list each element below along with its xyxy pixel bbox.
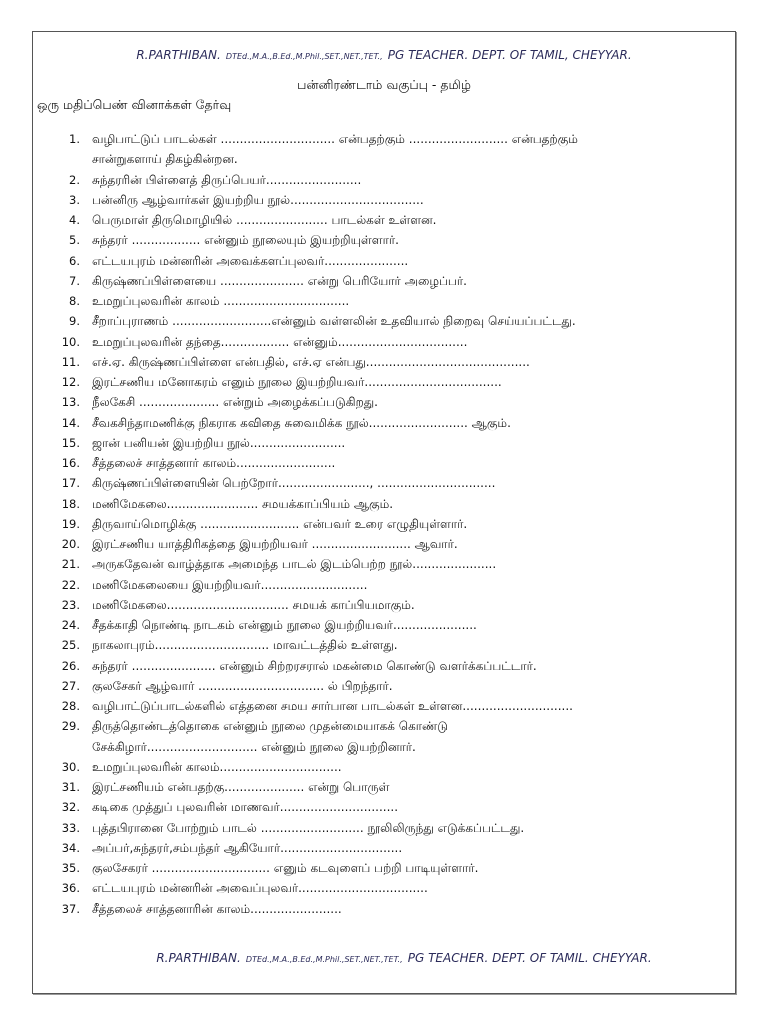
question-number: 10. [61,334,80,349]
question-line: மணிமேகலையை இயற்றியவர்............................ [92,577,368,592]
question-number: 8. [69,294,80,308]
question-line: கடிகை முத்துப் புலவரின் மாணவர்............................... [92,800,399,815]
question-text [92,696,573,716]
footer-name: R.PARTHIBAN. [156,951,241,965]
question-text [92,352,530,372]
question-text [92,797,398,817]
question-line: குலசேகரர் ............................... எனும் கடவுளைப் பற்றி பாடியுள்ளார். [92,861,479,875]
question-line: அப்பர்,சுந்தரர்,சம்பந்தர் ஆகியோர்................................ [92,840,403,855]
question-number: 31. [61,780,80,794]
question-text [92,858,478,878]
question-text [92,433,345,453]
question-number: 9. [69,314,80,329]
question-line: சீத்தலைச் சாத்தனாரின் காலம்........................ [92,901,342,916]
question-number: 22. [61,577,80,592]
header-teacher-info [0,44,768,63]
question-line: சுந்தரரின் பிள்ளைத் திருப்பெயர்......................... [92,172,362,187]
page-title: பன்னிரண்டாம் வகுப்பு - தமிழ் [297,77,471,92]
question-text [92,251,408,271]
question-number: 32. [61,800,80,815]
question-text [92,514,467,534]
question-text [92,716,448,757]
question-number: 34. [61,840,80,855]
question-number: 33. [61,820,80,835]
question-number: 27. [61,678,80,693]
question-line-continued: சான்றுகளாய் திகழ்கின்றன. [92,152,238,167]
question-line: சீறாப்புராணம் ..........................என்னும் வள்ளலின் உதவியால் நிறைவு செய்யப்பட்டது. [92,314,576,329]
question-text [92,575,367,595]
question-line: மணிமேகலை................................ சமயக் காப்பியமாகும். [92,597,415,612]
footer-designation: PG TEACHER. DEPT. OF TAMIL. CHEYYAR. [407,951,652,965]
question-number: 15. [61,435,80,450]
question-text [92,615,477,635]
question-number: 5. [69,233,80,248]
question-line: இரட்சணிய மனோகரம் எனும் நூலை இயற்றியவர்.................................... [92,375,502,389]
question-number: 36. [61,881,80,896]
question-number: 20. [61,537,80,551]
question-text [92,170,361,190]
question-line: எட்டயபுரம் மன்னரின் அவைப்புலவர்.................................. [92,881,428,896]
question-line: சீதக்காதி நொண்டி நாடகம் என்னும் நூலை இயற்றியவர்...................... [92,618,477,632]
question-number: 21. [61,557,80,572]
question-number: 37. [61,901,80,916]
question-line-continued: சேக்கிழார்............................. என்னும் நூலை இயற்றினார். [92,739,416,754]
question-number: 16. [61,456,80,470]
header-name: R.PARTHIBAN. [136,48,221,62]
question-number: 3. [69,192,80,207]
question-line: உமறுப்புலவரின் காலம் ................................. [92,294,350,308]
question-line: நாகலாபுரம்.............................. மாவட்டத்தில் உள்ளது. [92,638,398,653]
question-number: 11. [61,354,80,369]
question-number: 4. [69,213,80,227]
page-subtitle: ஒரு மதிப்பெண் வினாக்கள் தேர்வு [37,97,232,112]
question-line: நீலகேசி ..................... என்றும் அழைக்கப்படுகிறது. [92,395,378,410]
question-line: ஜான் பனியன் இயற்றிய நூல்......................... [92,435,346,450]
question-number: 28. [61,699,80,713]
question-text [92,656,537,676]
question-line: கிருஷ்ணப்பிள்ளையை ...................... என்று பெரியோர் அழைப்பர். [92,273,467,288]
question-text [92,392,378,412]
question-line: உமறுப்புலவரின் தந்தை.................. என்னும்.................................. [92,334,468,349]
question-line: சுந்தரர் ...................... என்னும் சிற்றரசரால் மகன்மை கொண்டு வளர்க்கப்பட்டார். [92,658,537,673]
question-line: சீவகசிந்தாமணிக்கு நிகராக கவிதை சுவைமிக்க நூல்.......................... ஆகும். [92,415,511,430]
question-text [92,230,399,250]
question-number: 25. [61,638,80,653]
question-line: புத்தபிரானை போற்றும் பாடல் ........................... நூலிலிருந்து எடுக்கப்பட்டது. [92,820,525,835]
question-text [92,818,524,838]
question-text [92,676,393,696]
question-line: எச்.ஏ. கிருஷ்ணப்பிள்ளை என்பதில், எச்.ஏ என்பது........................................... [92,354,530,369]
question-number: 30. [61,759,80,774]
footer-qualifications: DTEd.,M.A.,B.Ed.,M.Phil.,SET.,NET.,TET., [245,955,403,964]
question-text [92,372,502,392]
question-text [92,838,402,858]
question-number: 17. [61,476,80,491]
question-text [92,210,436,230]
question-number: 1. [69,132,80,146]
question-number: 23. [61,597,80,612]
question-text [92,129,578,170]
question-line: உமறுப்புலவரின் காலம்................................ [92,759,342,774]
question-text [92,878,428,898]
question-text [92,635,398,655]
question-text [92,473,495,493]
question-text [92,271,467,291]
footer-teacher-info [20,947,768,966]
question-text [92,757,342,777]
question-text [92,311,576,331]
question-line: பன்னிரு ஆழ்வார்கள் இயற்றிய நூல்................................... [92,192,424,207]
question-line: கிருஷ்ணப்பிள்ளையின் பெற்றோர்........................, ............................... [92,476,496,491]
question-number: 35. [61,861,80,875]
question-line: திருத்தொண்டத்தொகை என்னும் நூலை முதன்மையாகக் கொண்டு [92,719,449,734]
question-line: சீத்தலைச் சாத்தனார் காலம்.......................... [92,456,336,470]
question-number: 29. [61,719,80,734]
question-number: 24. [61,618,80,632]
question-text [92,332,467,352]
question-number: 7. [69,273,80,288]
question-line: இரட்சணியம் என்பதற்கு..................... என்று பொருள் [92,780,390,794]
question-text [92,534,458,554]
question-line: எட்டயபுரம் மன்னரின் அவைக்களப்புலவர்...................... [92,253,409,268]
question-text [92,453,335,473]
question-line: அருகதேவன் வாழ்த்தாக அமைந்த பாடல் இடம்பெற்ற நூல்...................... [92,557,497,572]
question-line: வழிபாட்டுப்பாடல்களில் எத்தனை சமய சார்பான பாடல்கள் உள்ளன............................. [92,699,573,713]
question-text [92,777,389,797]
question-text [92,291,349,311]
header-designation: PG TEACHER. DEPT. OF TAMIL, CHEYYAR. [387,48,632,62]
question-line: இரட்சணிய யாத்திரிகத்தை இயற்றியவர் .......................... ஆவார். [92,537,458,551]
question-number: 26. [61,658,80,673]
question-number: 2. [69,172,80,187]
header-qualifications: DTEd.,M.A.,B.Ed.,M.Phil.,SET.,NET.,TET., [225,52,383,61]
question-text [92,413,511,433]
question-text [92,494,393,514]
question-number: 14. [61,415,80,430]
question-text [92,595,415,615]
question-number: 18. [61,496,80,511]
question-line: மணிமேகலை........................ சமயக்காப்பியம் ஆகும். [92,496,394,511]
question-text [92,554,496,574]
question-line: பெருமாள் திருமொழியில் ........................ பாடல்கள் உள்ளன. [92,213,437,227]
question-number: 6. [69,253,80,268]
question-line: திருவாய்மொழிக்கு .......................... என்பவர் உரை எழுதியுள்ளார். [92,516,468,531]
question-text [92,899,342,919]
question-line: குலசேகர் ஆழ்வார் ................................. ல் பிறந்தார். [92,678,393,693]
question-line: சுந்தரர் .................. என்னும் நூலையும் இயற்றியுள்ளார். [92,233,399,248]
question-text [92,190,424,210]
question-number: 12. [61,375,80,389]
question-number: 19. [61,516,80,531]
question-number: 13. [61,395,80,410]
question-line: வழிபாட்டுப் பாடல்கள் .............................. என்பதற்கும் .......................... என்பதற்கும் [92,132,578,146]
